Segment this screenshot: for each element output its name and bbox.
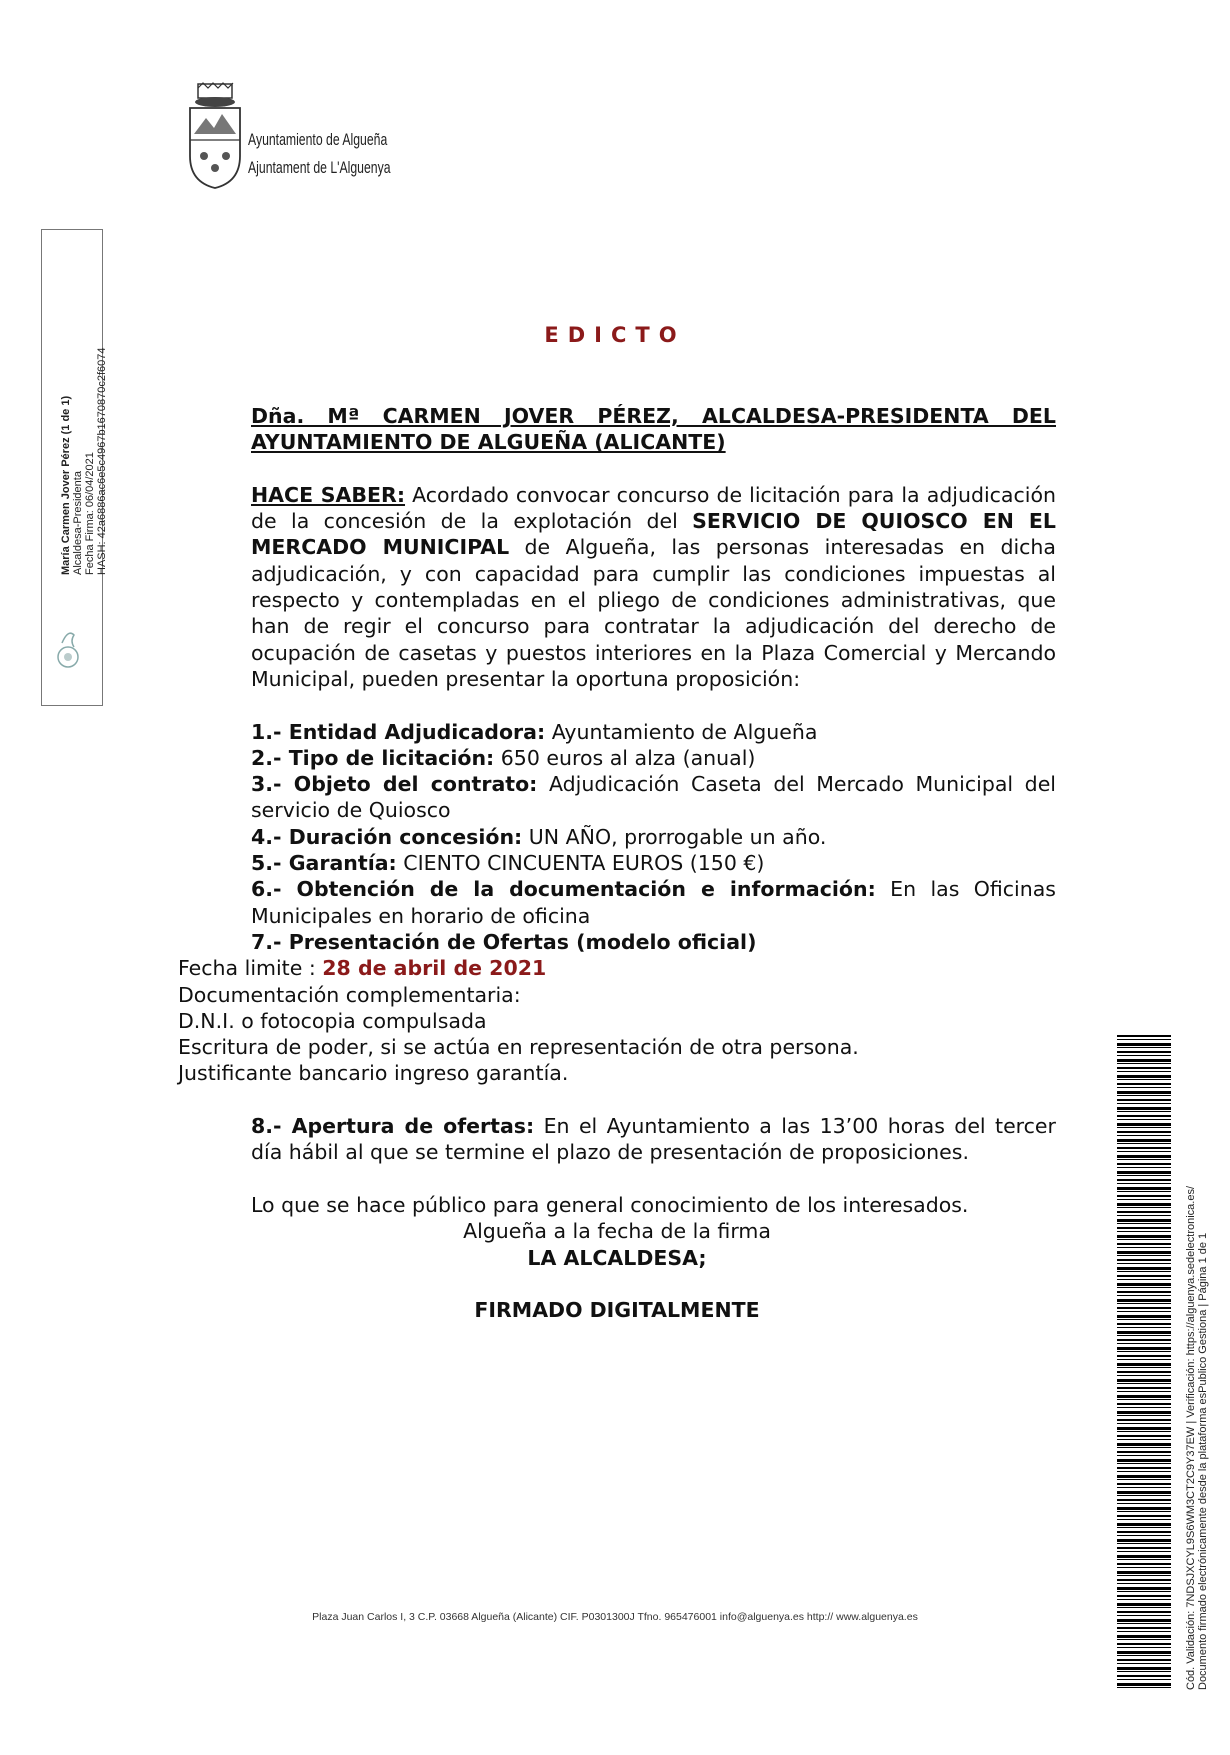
deadline xyxy=(178,955,1056,981)
item-label: 2.- Tipo de licitación: xyxy=(251,745,495,770)
footer-address: Plaza Juan Carlos I, 3 C.P. 03668 Algueña (Alicante) CIF. P0301300J Tfno. 965476001 info@alguenya.es http:// www.alguenya.es xyxy=(312,1611,918,1623)
signature-seal-icon xyxy=(54,625,82,670)
list-item xyxy=(178,929,1056,955)
signature-hash: HASH: 42a6886ac6e5c4967b1670870c2f6074 xyxy=(96,347,108,575)
logo-line-1: Ayuntamiento de Algueña xyxy=(248,130,388,149)
item-label: 7.- Presentación de Ofertas (modelo oficial) xyxy=(251,929,757,954)
opening-paragraph xyxy=(178,1113,1056,1166)
intro-label: HACE SABER: xyxy=(251,482,406,507)
list-item xyxy=(178,824,1056,850)
logo-text xyxy=(248,126,391,182)
validation-code: Cód. Validación: 7NDSJXCYL9S6WM3CT2C9Y37EW | Verificación: https://alguenya.sedelectronica.es/ xyxy=(1185,1185,1197,1690)
item-value: CIENTO CINCUENTA EUROS (150 €) xyxy=(396,851,765,876)
validation-strip xyxy=(1115,1035,1175,1690)
signature-date: Fecha Firma: 06/04/2021 xyxy=(84,452,96,575)
docs-heading: Documentación complementaria: xyxy=(178,982,521,1007)
item-value: En las Oficinas Municipales en horario de oficina xyxy=(251,877,1056,928)
list-item xyxy=(178,876,1056,929)
edict-body xyxy=(178,403,1056,1323)
coat-of-arms-icon xyxy=(184,82,246,190)
signer-role: Alcaldesa-Presidenta xyxy=(72,471,84,575)
service-name: SERVICIO DE QUIOSCO EN EL MERCADO MUNICIPAL xyxy=(251,509,1056,560)
item-value: 650 euros al alza (anual) xyxy=(494,745,756,770)
item-label: 6.- Obtención de la documentación e información: xyxy=(251,877,876,902)
barcode-icon xyxy=(1117,1035,1171,1690)
doc-line: Justificante bancario ingreso garantía. xyxy=(178,1061,569,1086)
list-item xyxy=(178,719,1056,745)
closing-signer xyxy=(178,1245,1056,1271)
opening-value: En el Ayuntamiento a las 13’00 horas del tercer día hábil al que se termine el plazo de presentación de proposiciones. xyxy=(251,1114,1056,1165)
item-label: 3.- Objeto del contrato: xyxy=(251,772,538,797)
opening-label: 8.- Apertura de ofertas: xyxy=(251,1114,535,1139)
intro-text-1: Acordado convocar concurso de licitación para la adjudicación de la concesión de la explotación del xyxy=(251,482,1056,534)
validation-text xyxy=(1185,1040,1209,1690)
list-item xyxy=(178,850,1056,876)
issuer-text: Dña. Mª CARMEN JOVER PÉREZ, ALCALDESA-PRESIDENTA DEL AYUNTAMIENTO DE ALGUEÑA (ALICANTE) xyxy=(251,404,1056,455)
digital-signature-text: FIRMADO DIGITALMENTE xyxy=(474,1298,760,1323)
item-label: 5.- Garantía: xyxy=(251,851,397,876)
item-value: UN AÑO, prorrogable un año. xyxy=(522,824,827,849)
intro-paragraph xyxy=(178,482,1056,692)
municipal-logo xyxy=(184,82,391,192)
deadline-label: Fecha limite : xyxy=(178,956,323,981)
list-item xyxy=(178,771,1056,824)
closing-public: Lo que se hace público para general conocimiento de los interesados. xyxy=(251,1192,969,1217)
closing-place: Algueña a la fecha de la firma xyxy=(463,1219,771,1244)
validation-platform: Documento firmado electrónicamente desde la plataforma esPublico Gestiona | Página 1 de 1 xyxy=(1197,1232,1209,1690)
item-value: Adjudicación Caseta del Mercado Municipal del servicio de Quiosco xyxy=(251,772,1056,823)
intro-text-2: de Algueña, las personas interesadas en dicha adjudicación, y con capacidad para cumplir las condiciones impuestas al respecto y contempladas en el pliego de condiciones administrativas, que han de regir el concurso para contratar la adjudicación del derecho de ocupación de casetas y puestos interiores en la Plaza Comercial y Mercando Municipal, pueden presentar la oportuna proposición: xyxy=(251,535,1056,691)
item-label: 4.- Duración concesión: xyxy=(251,824,523,849)
signer-name: María Carmen Jover Pérez (1 de 1) xyxy=(60,395,72,575)
logo-line-2: Ajuntament de L'Alguenya xyxy=(248,158,391,177)
signer-title: LA ALCALDESA; xyxy=(527,1245,707,1270)
issuer-heading xyxy=(178,403,1056,456)
doc-line: D.N.I. o fotocopia compulsada xyxy=(178,1008,487,1033)
document-title: EDICTO xyxy=(544,323,686,347)
list-item xyxy=(178,745,1056,771)
deadline-date: 28 de abril de 2021 xyxy=(322,956,547,981)
signature-details xyxy=(60,315,108,575)
item-label: 1.- Entidad Adjudicadora: xyxy=(251,719,546,744)
doc-line: Escritura de poder, si se actúa en representación de otra persona. xyxy=(178,1035,859,1060)
closing-digital xyxy=(178,1297,1056,1323)
item-value: Ayuntamiento de Algueña xyxy=(545,719,818,744)
